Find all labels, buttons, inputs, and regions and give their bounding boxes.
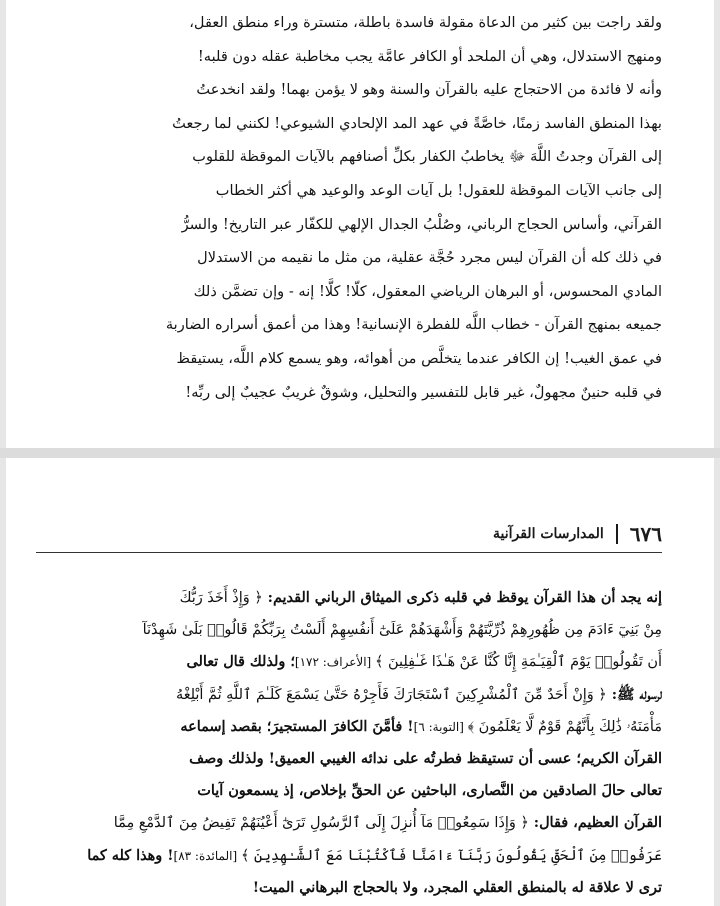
prose: لرسوله ﷺ:: [606, 685, 662, 703]
quran-verse: ﴿ وَإِنْ أَحَدٌ مِّنَ ٱلْمُشْرِكِينَ ٱسْتَجَارَكَ فَأَجِرْهُ حَتَّىٰ يَسْمَعَ كَلَـٰمَ ٱللَّهِ ثُمَّ أَبْلِغْهُ: [176, 686, 607, 703]
text-line: [36, 711, 662, 743]
quran-verse: مِنْ بَنِيٓ ءَادَمَ مِن ظُهُورِهِمْ ذُرِّيَّتَهُمْ وَأَشْهَدَهُمْ عَلَىٰٓ أَنفُسِهِمْ أَلَسْتُ بِرَبِّكُمْ قَالُوا۟ بَلَىٰ شَهِدْنَآ: [142, 622, 662, 639]
prose: تعالى حالَ الصادقين من النَّصارى، الباحثين عن الحقِّ بإخلاص، إذ يسمعون آيات: [197, 782, 662, 800]
quran-verse: مَأْمَنَهُۥ ذَٰلِكَ بِأَنَّهُمْ قَوْمٌ لَّا يَعْلَمُونَ ﴾: [467, 718, 662, 735]
header-rule: [36, 552, 662, 553]
verse-reference: [التوبة: ٦]: [413, 719, 468, 734]
lower-page: [6, 458, 714, 906]
text-line: [36, 614, 662, 646]
text-line: [36, 743, 662, 775]
text-line: [36, 646, 662, 678]
prose: ؛ ولذلك قال تعالى: [186, 653, 295, 671]
upper-page-text: [46, 6, 662, 409]
text-line: [36, 807, 662, 839]
text-line: [36, 679, 662, 711]
running-title: المدارسات القرآنية: [492, 526, 604, 542]
text-line: [36, 582, 662, 614]
text-line: بهذا المنطق الفاسد زمنًا، خاصَّةً في عهد المد الإلحادي الشيوعي! لكنني لما رجعتُ: [172, 114, 662, 132]
lower-page-text: [36, 582, 662, 904]
text-line: إلى القرآن وجدتُ اللَّهَ ﷻ يخاطبُ الكفار بكلِّ أصنافهم بالآيات الموقظة للقلوب: [192, 148, 662, 166]
prose: القرآن العظيم، فقال:: [528, 814, 662, 832]
text-line: في عمق الغيب! إن الكافر عندما يتخلَّص من أهوائه، وهو يسمع كلام اللَّه، يستيقظ: [176, 349, 662, 367]
text-line: ولقد راجت بين كثير من الدعاة مقولة فاسدة باطلة، متسترة وراء منطق العقل،: [189, 14, 662, 31]
quran-verse: أَن تَقُولُوا۟ يَوْمَ ٱلْقِيَـٰمَةِ إِنَّا كُنَّا عَنْ هَـٰذَا غَـٰفِلِينَ ﴾: [375, 654, 662, 671]
text-line: ومنهج الاستدلال، وهي أن الملحد أو الكافر عامَّة يجب مخاطبة عقله دون قلبه!: [197, 47, 662, 65]
text-line: وأنه لا فائدة من الاحتجاج عليه بالقرآن والسنة وهو لا يؤمن بهما! ولقد انخدعتُ: [196, 81, 662, 99]
quran-verse: ﴿ وَإِذَا سَمِعُوا۟ مَآ أُنزِلَ إِلَى ٱلرَّسُولِ تَرَىٰٓ أَعْيُنَهُمْ تَفِيضُ مِنَ ٱلدَّمْعِ مِمَّا: [113, 815, 529, 832]
text-line: جميعه بمنهج القرآن - خطاب اللَّه للفطرة الإنسانية! وهذا من أعمق أسراره الضاربة: [165, 316, 662, 334]
page-header: [36, 522, 662, 546]
verse-reference: [الأعراف: ١٧٢]: [294, 655, 376, 670]
quran-verse: عَرَفُوا۟ مِنَ ٱلْحَقِّ يَقُولُونَ رَبَّنَآ ءَامَنَّا فَٱكْتُبْنَا مَعَ ٱلشَّـٰهِدِينَ ﴾: [240, 847, 662, 864]
text-line: [36, 840, 662, 872]
header-separator: [616, 524, 618, 544]
prose: القرآن الكريم؛ عسى أن تستيقظ فطرتُه على ندائه الغيبي العميق! ولذلك وصف: [189, 750, 662, 768]
prose: ! وهذا كله كما: [87, 846, 174, 864]
verse-reference: [المائدة: ٨٣]: [173, 848, 241, 863]
prose: ! فأمَّنَ الكافرَ المستجيرَ؛ بقصد إسماعه: [180, 717, 414, 735]
text-line: في ذلك كله أن القرآن ليس مجرد حُجَّة عقلية، من مثل ما نقيمه من الاستدلال: [197, 249, 662, 267]
text-line: إلى جانب الآيات الموقظة للعقول! بل آيات الوعد والوعيد هي أكثر الخطاب: [215, 181, 662, 199]
quran-verse: ﴿ وَإِذْ أَخَذَ رَبُّكَ: [179, 590, 263, 606]
text-line: في قلبه حنينٌ مجهولٌ، غير قابل للتفسير والتحليل، وشوقٌ غريبٌ عجيبٌ إلى ربِّه!: [185, 383, 662, 401]
prose: إنه يجد أن هذا القرآن يوقظ في قلبه ذكرى الميثاق الرباني القديم:: [262, 589, 662, 606]
upper-page: [6, 0, 714, 448]
text-line: القرآني، وأساس الحجاج الرباني، وصُلْبُ الجدال الإلهي للكفّار عبر التاريخ! والسرُّ: [181, 215, 662, 233]
page-number: ٦٧٦: [629, 522, 662, 546]
text-line: [36, 775, 662, 807]
text-line: [36, 872, 662, 904]
prose: ترى لا علاقة له بالمنطق العقلي المجرد، ولا بالحجاج البرهاني الميت!: [252, 878, 662, 896]
page-gap: [0, 448, 720, 458]
text-line: المادي المحسوس، أو البرهان الرياضي المعقول، كلّا! كلَّا! إنه - وإن تضمَّن ذلك: [193, 282, 662, 300]
